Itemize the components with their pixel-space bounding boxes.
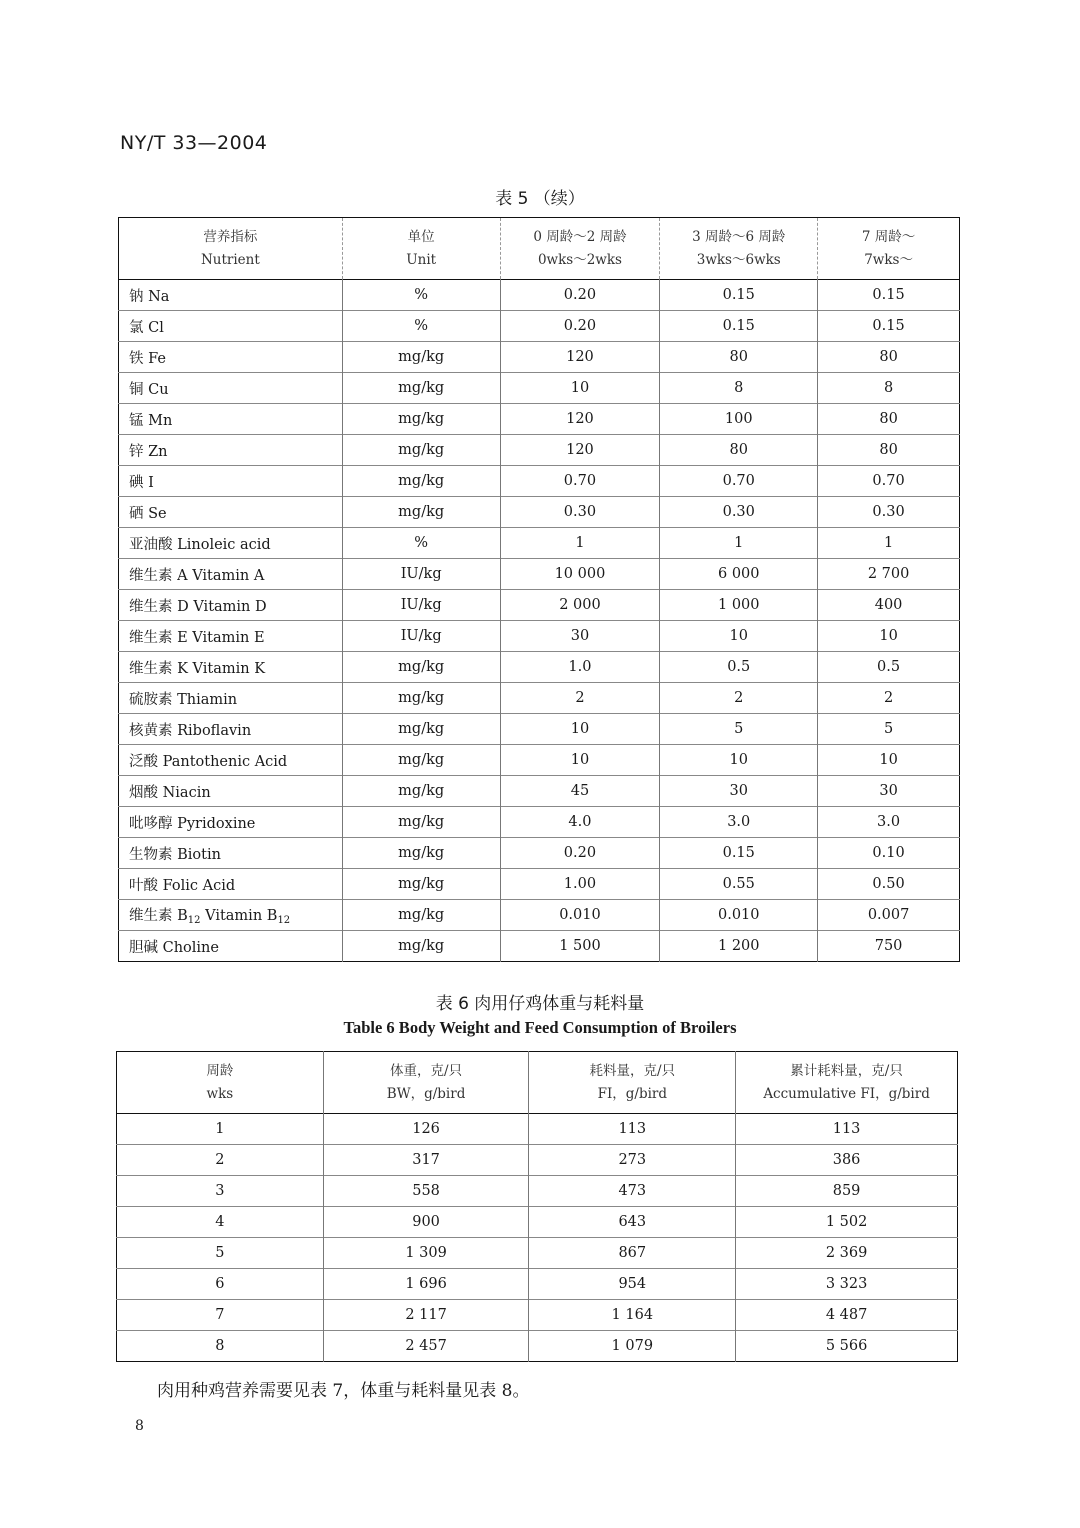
nutrient-cell: 120: [500, 435, 660, 466]
broiler-cell: 1 079: [529, 1331, 736, 1362]
broiler-cell: 4: [117, 1207, 324, 1238]
nutrient-cell: 100: [660, 404, 818, 435]
nutrient-cell: 1: [818, 528, 960, 559]
broiler-cell: 113: [736, 1114, 958, 1145]
table-row: [119, 869, 960, 900]
nutrient-cell: mg/kg: [342, 807, 500, 838]
broiler-table-header: [117, 1052, 958, 1114]
broiler-cell: 8: [117, 1331, 324, 1362]
nutrient-cell: mg/kg: [342, 342, 500, 373]
nutrient-cell: 2 000: [500, 590, 660, 621]
broiler-cell: 954: [529, 1269, 736, 1300]
table-row: [117, 1300, 958, 1331]
nutrient-header-cell: [500, 218, 660, 280]
nutrient-cell: 0.5: [660, 652, 818, 683]
broiler-cell: 3: [117, 1176, 324, 1207]
broiler-cell: 5 566: [736, 1331, 958, 1362]
nutrient-cell: 0.70: [818, 466, 960, 497]
broiler-header-en: FI，g/bird: [597, 1085, 668, 1102]
subscript: 12: [277, 915, 291, 926]
broiler-cell: 273: [529, 1145, 736, 1176]
broiler-header-en: Accumulative FI，g/bird: [763, 1085, 930, 1102]
nutrient-cell: 3.0: [660, 807, 818, 838]
nutrient-cell: 10: [660, 745, 818, 776]
table6-caption-cn: 表 6 肉用仔鸡体重与耗料量: [435, 994, 645, 1014]
nutrient-cell: 维生素 K Vitamin K: [119, 652, 343, 683]
broiler-header-cn: 体重，克/只: [390, 1062, 463, 1079]
nutrient-cell: 0.30: [660, 497, 818, 528]
nutrient-cell: [119, 900, 343, 931]
table-row: [119, 931, 960, 962]
broiler-cell: 2 369: [736, 1238, 958, 1269]
nutrient-cell: 30: [818, 776, 960, 807]
table-row: [119, 528, 960, 559]
table5-caption: 表 5 （续）: [495, 189, 585, 209]
note-text: 肉用种鸡营养需要见表 7，体重与耗料量见表 8。: [157, 1381, 530, 1401]
table-row: [119, 838, 960, 869]
nutrient-cell: 维生素 D Vitamin D: [119, 590, 343, 621]
table-row: [119, 590, 960, 621]
table-row: [119, 714, 960, 745]
broiler-cell: 1 502: [736, 1207, 958, 1238]
table-row: [117, 1145, 958, 1176]
nutrient-cell: 10: [818, 621, 960, 652]
broiler-header-cell: [117, 1052, 324, 1114]
nutrient-cell: 维生素 A Vitamin A: [119, 559, 343, 590]
nutrient-cell: 2: [500, 683, 660, 714]
nutrient-cell: 1 500: [500, 931, 660, 962]
nutrient-cell: 400: [818, 590, 960, 621]
broiler-header-cn: 耗料量，克/只: [589, 1062, 676, 1079]
nutrient-cell: 氯 Cl: [119, 311, 343, 342]
nutrient-cell: 120: [500, 404, 660, 435]
nutrient-cell: 0.15: [818, 280, 960, 311]
nutrient-cell: 硫胺素 Thiamin: [119, 683, 343, 714]
nutrient-cell: 生物素 Biotin: [119, 838, 343, 869]
nutrient-cell: 8: [818, 373, 960, 404]
table-row: [117, 1207, 958, 1238]
nutrient-cell: 铁 Fe: [119, 342, 343, 373]
subscript: 12: [187, 915, 201, 926]
nutrient-cell: 10: [500, 373, 660, 404]
nutrient-cell: mg/kg: [342, 652, 500, 683]
nutrient-cell: 8: [660, 373, 818, 404]
broiler-cell: 900: [323, 1207, 529, 1238]
broiler-cell: 2 457: [323, 1331, 529, 1362]
nutrient-cell: IU/kg: [342, 559, 500, 590]
nutrient-cell: 1 200: [660, 931, 818, 962]
broiler-cell: 558: [323, 1176, 529, 1207]
broiler-cell: 2: [117, 1145, 324, 1176]
nutrient-header-en: 3wks～6wks: [696, 251, 781, 268]
nutrient-cell: 硒 Se: [119, 497, 343, 528]
table-row: [119, 497, 960, 528]
nutrient-cell: IU/kg: [342, 590, 500, 621]
nutrient-header-en: Nutrient: [200, 251, 260, 268]
nutrient-cell: 5: [660, 714, 818, 745]
nutrient-cell: mg/kg: [342, 931, 500, 962]
nutrient-cell: 钠 Na: [129, 288, 170, 305]
broiler-cell: 1 309: [323, 1238, 529, 1269]
nutrient-cell: 120: [500, 342, 660, 373]
table-row: [119, 342, 960, 373]
table-row: [119, 900, 960, 931]
nutrient-cell: 锌 Zn: [119, 435, 343, 466]
broiler-cell: 113: [529, 1114, 736, 1145]
nutrient-cell: 0.20: [500, 838, 660, 869]
nutrient-cell: 30: [500, 621, 660, 652]
nutrient-cell: 叶酸 Folic Acid: [119, 869, 343, 900]
nutrient-cell: 碘 I: [119, 466, 343, 497]
broiler-header-en: BW，g/bird: [386, 1085, 466, 1102]
table-row: [119, 745, 960, 776]
nutrient-header-cell: [342, 218, 500, 280]
nutrient-cell: 0.55: [660, 869, 818, 900]
broiler-cell: 867: [529, 1238, 736, 1269]
nutrient-cell: %: [342, 311, 500, 342]
nutrient-cell: 胆碱 Choline: [119, 931, 343, 962]
table-row: [117, 1331, 958, 1362]
nutrient-cell: 1.0: [500, 652, 660, 683]
broiler-weight-table: [116, 1051, 958, 1362]
nutrient-cell: 泛酸 Pantothenic Acid: [119, 745, 343, 776]
nutrient-header-cn: 7 周龄～: [861, 228, 916, 245]
nutrient-cell: 0.5: [818, 652, 960, 683]
nutrient-cell: 0.70: [660, 466, 818, 497]
nutrient-cell: mg/kg: [342, 404, 500, 435]
nutrient-cell: mg/kg: [342, 497, 500, 528]
broiler-cell: 1: [215, 1121, 225, 1137]
table-row: [117, 1114, 958, 1145]
nutrient-cell: 1: [660, 528, 818, 559]
broiler-header-cell: [529, 1052, 736, 1114]
nutrient-cell: 10: [660, 621, 818, 652]
nutrient-cell: 10: [818, 745, 960, 776]
nutrient-cell: 80: [660, 435, 818, 466]
nutrient-cell: mg/kg: [342, 776, 500, 807]
nutrient-cell: 6 000: [660, 559, 818, 590]
broiler-cell: 1 696: [323, 1269, 529, 1300]
nutrient-table: [118, 217, 960, 962]
nutrient-cell: %: [342, 280, 500, 311]
table-row: [119, 435, 960, 466]
nutrient-table-header: [119, 218, 960, 280]
broiler-cell: 859: [736, 1176, 958, 1207]
table-row: [119, 559, 960, 590]
broiler-cell: 386: [736, 1145, 958, 1176]
nutrient-cell: 80: [818, 342, 960, 373]
nutrient-cell: 0.15: [660, 311, 818, 342]
nutrient-cell: 0.50: [818, 869, 960, 900]
nutrient-cell: mg/kg: [342, 714, 500, 745]
broiler-cell: 5: [117, 1238, 324, 1269]
nutrient-cell: mg/kg: [342, 683, 500, 714]
broiler-cell: 1 164: [529, 1300, 736, 1331]
nutrient-header-cell: [818, 218, 960, 280]
label-text: Vitamin B: [200, 908, 278, 924]
nutrient-cell: 10: [500, 714, 660, 745]
standard-code: NY/T 33—2004: [120, 132, 268, 154]
nutrient-cell: 0.30: [500, 497, 660, 528]
nutrient-header-cn: 0 周龄～2 周龄: [533, 228, 627, 245]
nutrient-cell: 45: [500, 776, 660, 807]
nutrient-cell: 80: [660, 342, 818, 373]
nutrient-cell: 0.010: [660, 900, 818, 931]
page-number: 8: [135, 1418, 144, 1434]
nutrient-header-cn: 3 周龄～6 周龄: [692, 228, 786, 245]
nutrient-cell: 0.15: [660, 838, 818, 869]
table-row: [119, 776, 960, 807]
broiler-cell: 126: [323, 1114, 529, 1145]
table-row: [117, 1269, 958, 1300]
nutrient-cell: 0.007: [818, 900, 960, 931]
nutrient-cell: 烟酸 Niacin: [119, 776, 343, 807]
nutrient-cell: 0.70: [500, 466, 660, 497]
nutrient-cell: 10 000: [500, 559, 660, 590]
nutrient-cell: 锰 Mn: [119, 404, 343, 435]
table-row: [119, 404, 960, 435]
table-row: [119, 652, 960, 683]
nutrient-cell: 2: [818, 683, 960, 714]
nutrient-cell: 0.15: [660, 280, 818, 311]
broiler-cell: 3 323: [736, 1269, 958, 1300]
table-row: [119, 373, 960, 404]
nutrient-cell: 10: [500, 745, 660, 776]
table-row: [119, 683, 960, 714]
broiler-header-cell: [323, 1052, 529, 1114]
table-row: [119, 621, 960, 652]
nutrient-cell: 吡哆醇 Pyridoxine: [119, 807, 343, 838]
nutrient-header-cn: 单位: [407, 228, 435, 245]
nutrient-cell: 2 700: [818, 559, 960, 590]
broiler-cell: 317: [323, 1145, 529, 1176]
nutrient-cell: %: [342, 528, 500, 559]
nutrient-cell: mg/kg: [342, 838, 500, 869]
nutrient-cell: mg/kg: [342, 435, 500, 466]
nutrient-cell: 维生素 E Vitamin E: [119, 621, 343, 652]
nutrient-cell: 0.10: [818, 838, 960, 869]
nutrient-header-cn: 营养指标: [203, 228, 258, 245]
broiler-cell: 643: [529, 1207, 736, 1238]
nutrient-cell: 30: [660, 776, 818, 807]
broiler-header-cell: [736, 1052, 958, 1114]
nutrient-cell: 2: [660, 683, 818, 714]
nutrient-cell: 4.0: [500, 807, 660, 838]
table-row: [119, 466, 960, 497]
nutrient-header-cell: [119, 218, 343, 280]
table6-caption-en: Table 6 Body Weight and Feed Consumption of Broilers: [343, 1018, 737, 1037]
table-row: [117, 1176, 958, 1207]
nutrient-cell: 750: [818, 931, 960, 962]
broiler-header-en: wks: [206, 1085, 234, 1102]
nutrient-header-en: 7wks～: [864, 251, 913, 268]
nutrient-cell: 核黄素 Riboflavin: [119, 714, 343, 745]
nutrient-cell: 亚油酸 Linoleic acid: [119, 528, 343, 559]
nutrient-cell: mg/kg: [342, 373, 500, 404]
nutrient-header-en: 0wks～2wks: [537, 251, 622, 268]
nutrient-cell: 80: [818, 435, 960, 466]
nutrient-cell: 1: [500, 528, 660, 559]
nutrient-header-en: Unit: [406, 251, 437, 268]
broiler-header-cn: 累计耗料量，克/只: [790, 1062, 903, 1079]
nutrient-cell: 0.20: [500, 311, 660, 342]
broiler-header-cn: 周龄: [206, 1062, 234, 1079]
nutrient-cell: 铜 Cu: [119, 373, 343, 404]
table-row: [119, 807, 960, 838]
nutrient-cell: mg/kg: [342, 745, 500, 776]
nutrient-cell: 1.00: [500, 869, 660, 900]
nutrient-cell: mg/kg: [342, 900, 500, 931]
nutrient-cell: mg/kg: [342, 869, 500, 900]
nutrient-cell: mg/kg: [342, 466, 500, 497]
table-row: [117, 1238, 958, 1269]
nutrient-cell: IU/kg: [342, 621, 500, 652]
broiler-cell: 2 117: [323, 1300, 529, 1331]
table-row: [119, 311, 960, 342]
broiler-cell: 7: [117, 1300, 324, 1331]
label-text: 维生素 B: [129, 908, 188, 924]
nutrient-cell: 80: [818, 404, 960, 435]
nutrient-cell: 0.010: [500, 900, 660, 931]
broiler-cell: 473: [529, 1176, 736, 1207]
broiler-cell: 4 487: [736, 1300, 958, 1331]
nutrient-header-cell: [660, 218, 818, 280]
broiler-cell: 6: [117, 1269, 324, 1300]
table-row: [119, 280, 960, 311]
nutrient-cell: 0.20: [500, 280, 660, 311]
nutrient-cell: 1 000: [660, 590, 818, 621]
nutrient-cell: 0.30: [818, 497, 960, 528]
nutrient-cell: 0.15: [818, 311, 960, 342]
nutrient-cell: 3.0: [818, 807, 960, 838]
nutrient-cell: 5: [818, 714, 960, 745]
